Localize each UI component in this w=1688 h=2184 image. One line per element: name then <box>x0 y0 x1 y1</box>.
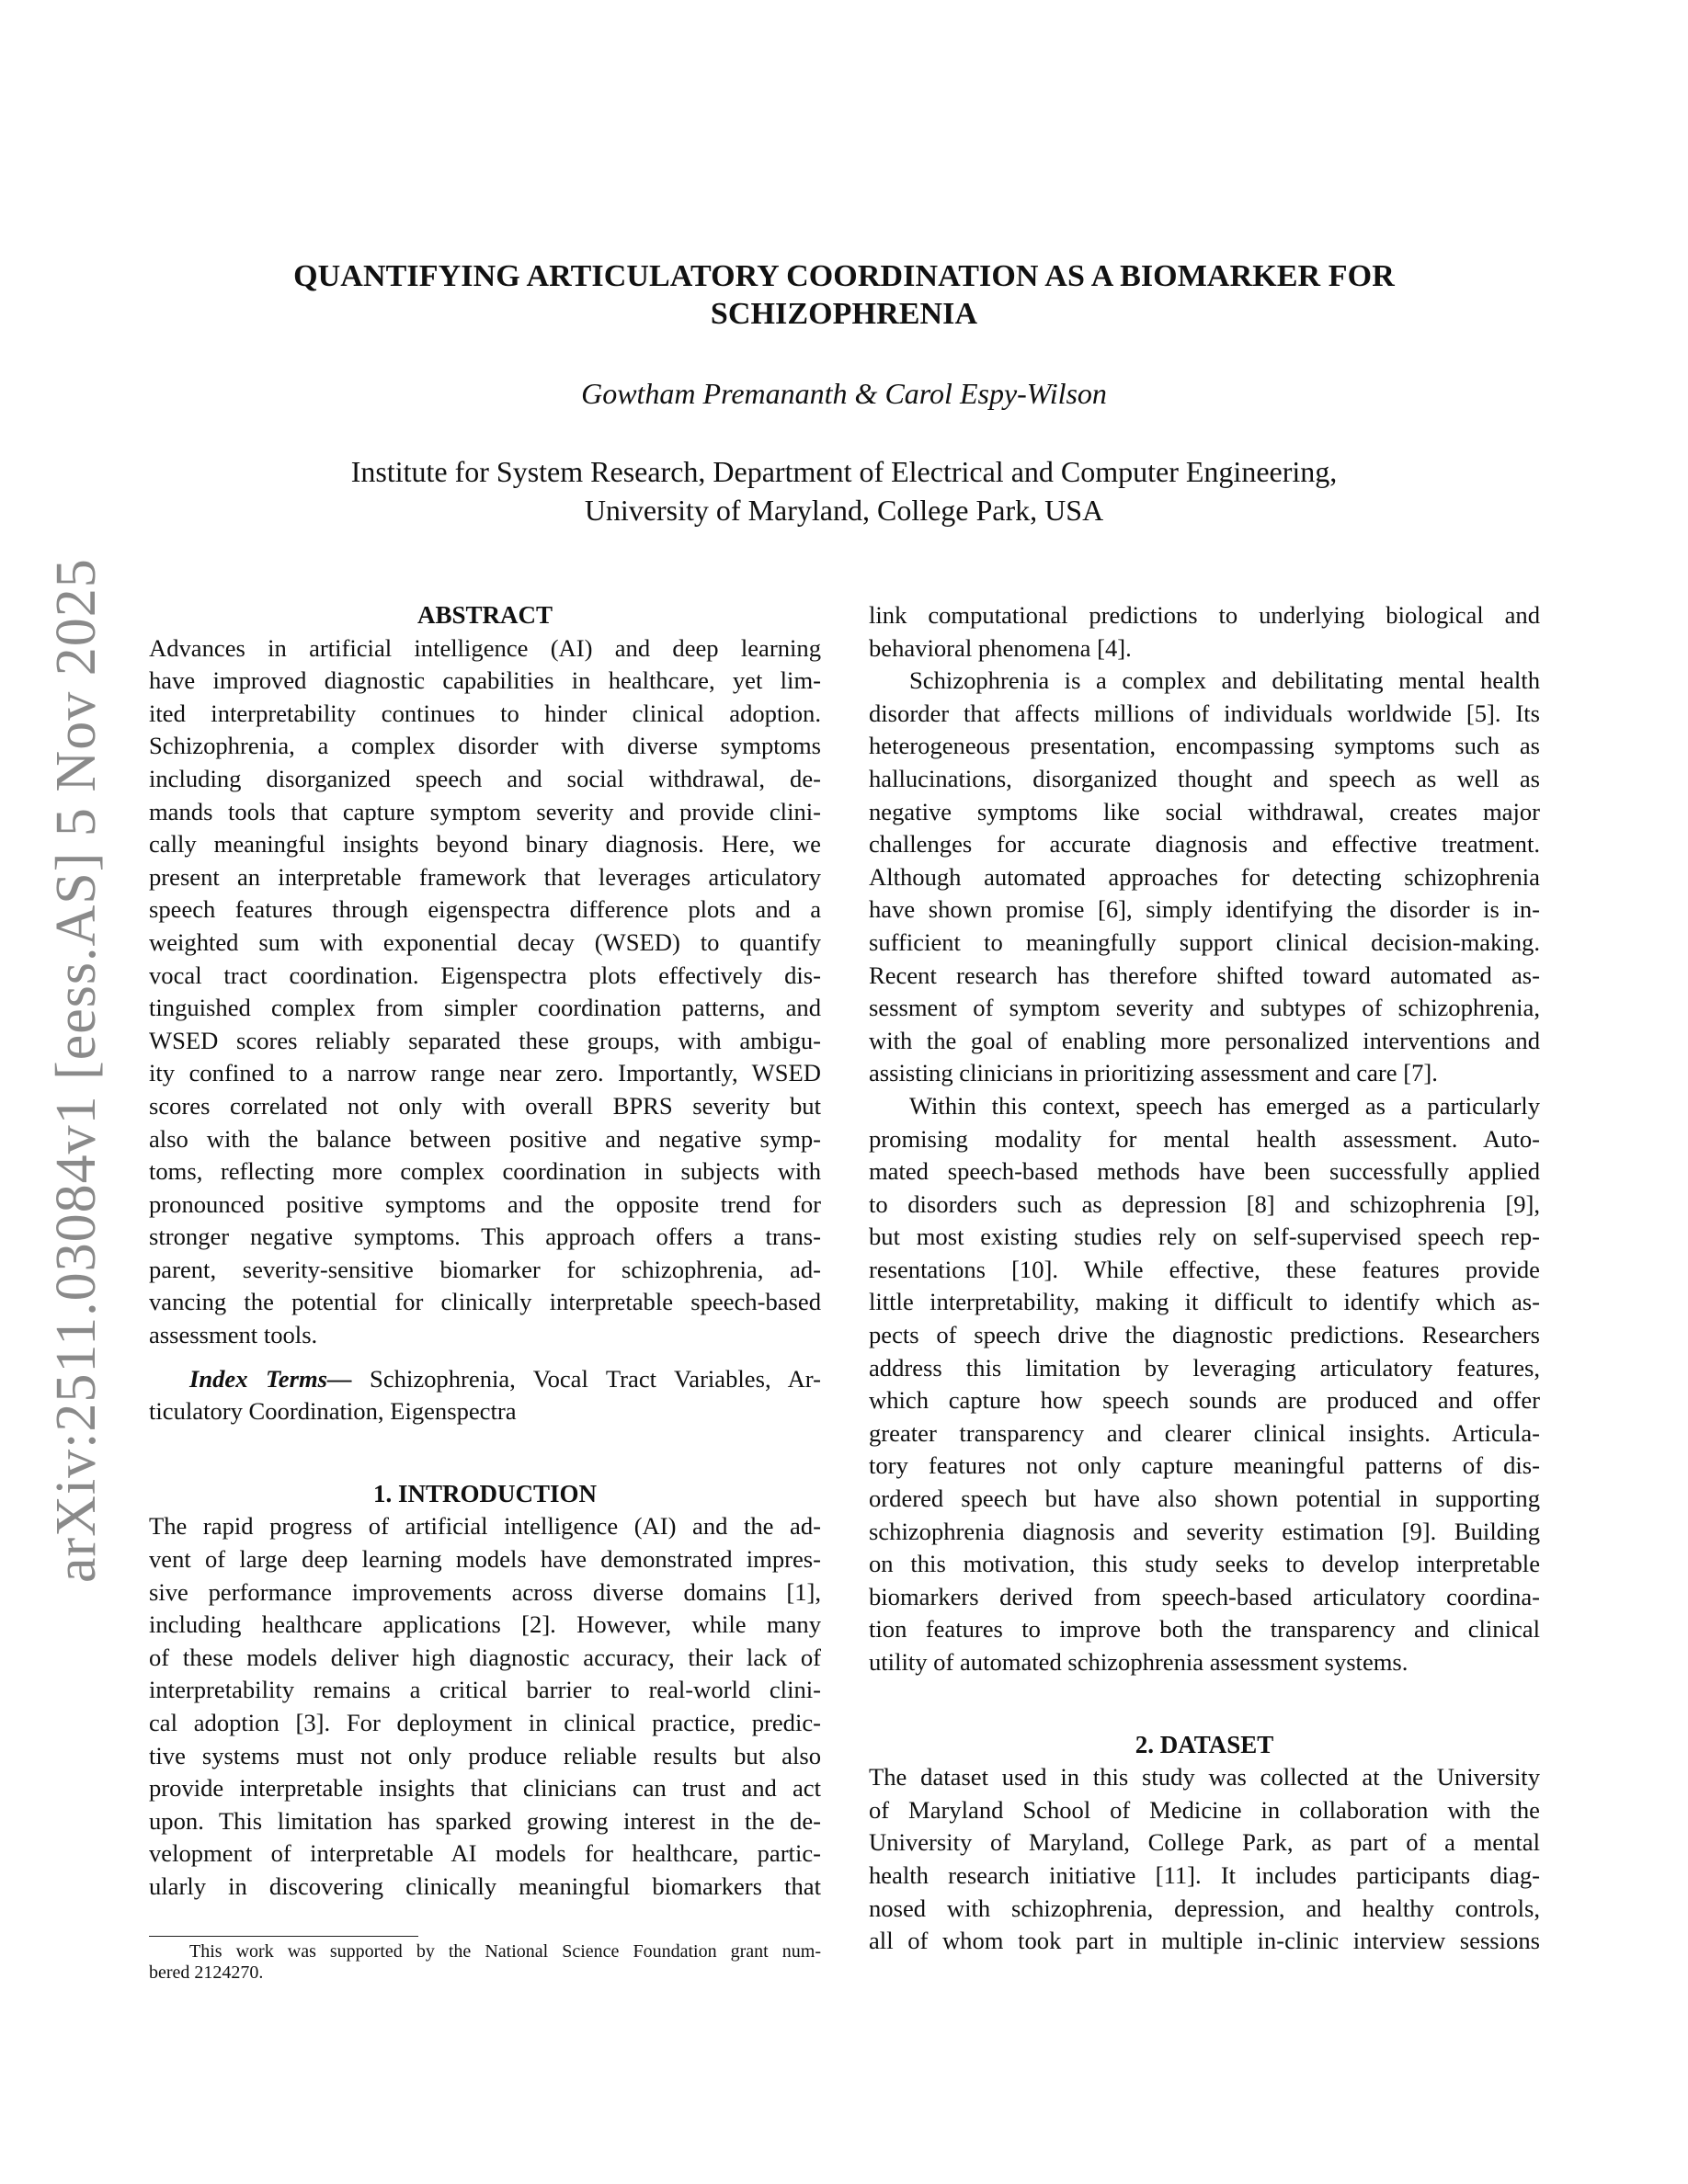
introduction-paragraph-1 <box>149 1510 821 1903</box>
body-line: promising modality for mental health assessment. Auto- <box>869 1124 1540 1153</box>
index-terms-label: Index Terms— <box>189 1364 352 1393</box>
affiliation <box>0 452 1688 529</box>
body-line: Schizophrenia is a complex and debilitating mental health <box>909 666 1540 695</box>
index-terms <box>149 1363 821 1428</box>
abstract-line: also with the balance between positive and negative symp- <box>149 1124 821 1153</box>
abstract-line: mands tools that capture symptom severity and provide clini- <box>149 797 821 825</box>
title-line: SCHIZOPHRENIA <box>710 297 978 331</box>
abstract-line: ited interpretability continues to hinder clinical adoption. <box>149 699 821 727</box>
body-line: of these models deliver high diagnostic accuracy, their lack of <box>149 1643 821 1671</box>
abstract-line: pronounced positive symptoms and the opposite trend for <box>149 1189 821 1218</box>
body-line: sessment of symptom severity and subtypes of schizophrenia, <box>869 994 1540 1022</box>
body-line: have shown promise [6], simply identifying the disorder is in- <box>869 895 1540 924</box>
body-line: Although automated approaches for detecting schizophrenia <box>869 862 1540 891</box>
abstract-line: present an interpretable framework that leverages articulatory <box>149 862 821 891</box>
title-line: QUANTIFYING ARTICULATORY COORDINATION AS A BIOMARKER FOR <box>293 259 1395 293</box>
abstract-line: parent, severity-sensitive biomarker for schizophrenia, ad- <box>149 1255 821 1283</box>
abstract-line: vocal tract coordination. Eigenspectra plots effectively dis- <box>149 961 821 989</box>
footnote-line: bered 2124270. <box>149 1962 264 1983</box>
body-line: sive performance improvements across diverse domains [1], <box>149 1577 821 1606</box>
body-line: disorder that affects millions of individuals worldwide [5]. Its <box>869 699 1540 727</box>
abstract-line: have improved diagnostic capabilities in healthcare, yet lim- <box>149 666 821 695</box>
abstract-line: ity confined to a narrow range near zero. Importantly, WSED <box>149 1059 821 1087</box>
abstract-line: stronger negative symptoms. This approach offers a trans- <box>149 1223 821 1251</box>
introduction-paragraph-2 <box>869 665 1540 1090</box>
dataset-heading: 2. DATASET <box>1135 1730 1274 1758</box>
index-terms-line: ticulatory Coordination, Eigenspectra <box>149 1397 517 1426</box>
body-line: heterogeneous presentation, encompassing symptoms such as <box>869 732 1540 760</box>
body-line: tive systems must not only produce reliable results but also <box>149 1741 821 1769</box>
abstract-line: tinguished complex from simpler coordination patterns, and <box>149 994 821 1022</box>
abstract-line: speech features through eigenspectra difference plots and a <box>149 895 821 924</box>
introduction-paragraph-3 <box>869 1090 1540 1679</box>
body-line: provide interpretable insights that clinicians can trust and act <box>149 1774 821 1803</box>
body-line: negative symptoms like social withdrawal, creates major <box>869 797 1540 825</box>
abstract-body <box>149 632 821 1352</box>
index-terms-text: Schizophrenia, Vocal Tract Variables, Ar- <box>351 1364 821 1393</box>
abstract-line: toms, reflecting more complex coordination in subjects with <box>149 1157 821 1186</box>
body-line: mated speech-based methods have been successfully applied <box>869 1157 1540 1186</box>
footnote <box>149 1941 821 1984</box>
left-column <box>149 599 821 1904</box>
abstract-line: WSED scores reliably separated these groups, with ambigu- <box>149 1026 821 1054</box>
body-line: tion features to improve both the transparency and clinical <box>869 1615 1540 1644</box>
body-line: with the goal of enabling more personalized interventions and <box>869 1026 1540 1054</box>
body-line: behavioral phenomena [4]. <box>869 633 1132 662</box>
body-line: but most existing studies rely on self-supervised speech rep- <box>869 1223 1540 1251</box>
abstract-line: vancing the potential for clinically interpretable speech-based <box>149 1288 821 1316</box>
body-line: resentations [10]. While effective, these features provide <box>869 1255 1540 1283</box>
body-line: ularly in discovering clinically meaningful biomarkers that <box>149 1871 821 1900</box>
body-line: velopment of interpretable AI models for healthcare, partic- <box>149 1839 821 1868</box>
index-terms-line <box>149 1363 821 1396</box>
body-line: to disorders such as depression [8] and schizophrenia [9], <box>869 1189 1540 1218</box>
body-line: address this limitation by leveraging articulatory features, <box>869 1353 1540 1382</box>
body-line: schizophrenia diagnosis and severity estimation [9]. Building <box>869 1517 1540 1545</box>
authors: Gowtham Premananth & Carol Espy-Wilson <box>581 377 1107 410</box>
abstract-line: cally meaningful insights beyond binary diagnosis. Here, we <box>149 830 821 859</box>
affiliation-line: University of Maryland, College Park, USA <box>584 494 1104 527</box>
right-column <box>869 599 1540 1958</box>
body-line: interpretability remains a critical barrier to real-world clini- <box>149 1676 821 1704</box>
abstract-line: Schizophrenia, a complex disorder with diverse symptoms <box>149 732 821 760</box>
body-line: University of Maryland, College Park, as part of a mental <box>869 1828 1540 1857</box>
abstract-line: weighted sum with exponential decay (WSED) to quantify <box>149 927 821 956</box>
body-line: health research initiative [11]. It includes participants diag- <box>869 1860 1540 1889</box>
body-line: greater transparency and clearer clinical insights. Articula- <box>869 1418 1540 1447</box>
body-line: vent of large deep learning models have demonstrated impres- <box>149 1545 821 1574</box>
body-line: of Maryland School of Medicine in collaboration with the <box>869 1795 1540 1824</box>
body-line: Recent research has therefore shifted toward automated as- <box>869 961 1540 989</box>
dataset-paragraph <box>869 1761 1540 1958</box>
body-line: biomarkers derived from speech-based articulatory coordina- <box>869 1582 1540 1610</box>
body-line: which capture how speech sounds are produced and offer <box>869 1386 1540 1415</box>
arxiv-side-label: arXiv:2511.03084v1 [eess.AS] 5 Nov 2025 <box>45 558 108 1583</box>
body-line: nosed with schizophrenia, depression, and healthy controls, <box>869 1894 1540 1922</box>
abstract-line: assessment tools. <box>149 1321 318 1349</box>
body-line: all of whom took part in multiple in-clinic interview sessions <box>869 1927 1540 1955</box>
body-line: pects of speech drive the diagnostic predictions. Researchers <box>869 1321 1540 1349</box>
body-line: upon. This limitation has sparked growing interest in the de- <box>149 1806 821 1835</box>
body-line: link computational predictions to underlying biological and <box>869 601 1540 629</box>
body-line: cal adoption [3]. For deployment in clinical practice, predic- <box>149 1709 821 1736</box>
body-line: Within this context, speech has emerged as a particularly <box>909 1091 1540 1120</box>
abstract-heading: ABSTRACT <box>416 601 553 629</box>
abstract-line: Advances in artificial intelligence (AI) and deep learning <box>149 633 821 662</box>
footnote-rule <box>149 1936 418 1937</box>
paper-title <box>0 257 1688 333</box>
body-line: The rapid progress of artificial intelligence (AI) and the ad- <box>149 1512 821 1541</box>
body-line: assisting clinicians in prioritizing assessment and care [7]. <box>869 1059 1438 1087</box>
body-line: ordered speech but have also shown potential in supporting <box>869 1484 1540 1513</box>
body-line: including healthcare applications [2]. However, while many <box>149 1610 821 1639</box>
introduction-heading: 1. INTRODUCTION <box>372 1479 598 1507</box>
body-line: hallucinations, disorganized thought and speech as well as <box>869 764 1540 792</box>
abstract-line: scores correlated not only with overall BPRS severity but <box>149 1091 821 1120</box>
body-line: utility of automated schizophrenia assessment systems. <box>869 1648 1409 1676</box>
body-line: tory features not only capture meaningful patterns of dis- <box>869 1451 1540 1480</box>
body-line: on this motivation, this study seeks to develop interpretable <box>869 1550 1540 1578</box>
abstract-line: including disorganized speech and social withdrawal, de- <box>149 764 821 792</box>
footnote-line: This work was supported by the National Science Foundation grant num- <box>189 1941 821 1962</box>
body-line: challenges for accurate diagnosis and effective treatment. <box>869 830 1540 859</box>
affiliation-line: Institute for System Research, Department of Electrical and Computer Engineering, <box>350 455 1338 488</box>
body-line: The dataset used in this study was collected at the University <box>869 1763 1540 1792</box>
body-line: little interpretability, making it difficult to identify which as- <box>869 1288 1540 1316</box>
body-line: sufficient to meaningfully support clinical decision-making. <box>869 927 1540 956</box>
